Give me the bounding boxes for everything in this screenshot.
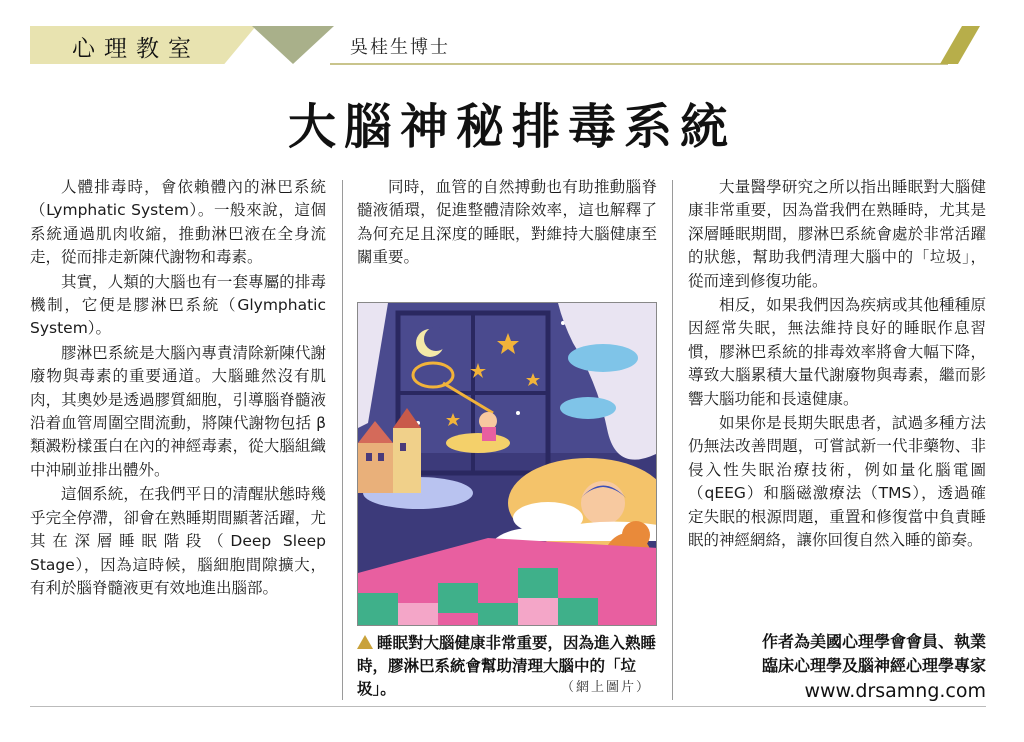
header-triangle-ornament — [252, 26, 334, 64]
column-name: 心理教室 — [72, 36, 200, 62]
illustration-caption — [357, 632, 657, 701]
paragraph: 其實，人類的大腦也有一套專屬的排毒機制，它便是膠淋巴系統（Glymphatic System）。 — [30, 272, 326, 338]
header-slash-ornament — [940, 26, 980, 64]
author-byline — [688, 630, 986, 678]
paragraph: 人體排毒時，會依賴體內的淋巴系統（Lymphatic System）。一般來說，這個系統通過肌肉收縮，推動淋巴液在全身流走，從而排走新陳代謝物和毒素。 — [30, 178, 326, 267]
triangle-marker-icon — [357, 635, 373, 649]
article-title: 大腦神秘排毒系統 — [287, 99, 736, 155]
article-column-2 — [357, 176, 657, 271]
byline-line-1: 作者為美國心理學會會員、執業 — [761, 632, 986, 651]
author-name: 吳桂生博士 — [350, 37, 450, 58]
column-divider — [342, 180, 343, 700]
paragraph: 同時，血管的自然搏動也有助推動腦脊髓液循環，促進整體清除效率，這也解釋了為何充足且深度的睡眠，對維持大腦健康至關重要。 — [357, 178, 657, 267]
article-column-3 — [688, 176, 986, 554]
caption-text: 睡眠對大腦健康非常重要，因為進入熟睡時，膠淋巴系統會幫助清理大腦中的「垃圾」。 — [357, 634, 657, 698]
article-column-1 — [30, 176, 326, 601]
byline-line-2: 臨床心理學及腦神經心理學專家 — [761, 656, 986, 675]
image-credit: （網上圖片） — [560, 680, 651, 695]
header-rule — [330, 63, 948, 65]
paragraph: 膠淋巴系統是大腦內專責清除新陳代謝廢物與毒素的重要通道。大腦雖然沒有肌肉，其奧妙是透過膠質細胞，引導腦脊髓液沿着血管周圍空間流動，將陳代謝物包括 β 類澱粉樣蛋白在內的神經毒素，從大腦組織中沖刷並排出體外。 — [30, 343, 326, 479]
paragraph: 如果你是長期失眠患者，試過多種方法仍無法改善問題，可嘗試新一代非藥物、非侵入性失眠治療技術，例如量化腦電圖（qEEG）和腦磁激療法（TMS），透過確定失眠的根源問題，重置和修復當中負責睡眠的神經網絡，讓你回復自然入睡的節奏。 — [688, 414, 986, 550]
column-divider — [672, 180, 673, 700]
paragraph: 大量醫學研究之所以指出睡眠對大腦健康非常重要，因為當我們在熟睡時，尤其是深層睡眠期間，膠淋巴系統會處於非常活躍的狀態，幫助我們清理大腦中的「垃圾」，從而達到修復功能。 — [688, 178, 986, 290]
website-link[interactable]: www.drsamng.com — [804, 680, 986, 702]
sleep-illustration — [357, 302, 657, 626]
paragraph: 這個系統，在我們平日的清醒狀態時幾乎完全停滯，卻會在熟睡期間顯著活躍，尤其在深層睡眠階段（Deep Sleep Stage），因為這時候，腦細胞間隙擴大，有利於腦脊髓液更有效地進出腦部。 — [30, 485, 326, 597]
sleeping-child-image — [358, 303, 657, 626]
paragraph: 相反，如果我們因為疾病或其他種種原因經常失眠，無法維持良好的睡眠作息習慣，膠淋巴系統的排毒效率將會大幅下降，導致大腦累積大量代謝廢物與毒素，繼而影響大腦功能和長遠健康。 — [688, 296, 986, 408]
bottom-rule — [30, 706, 986, 707]
